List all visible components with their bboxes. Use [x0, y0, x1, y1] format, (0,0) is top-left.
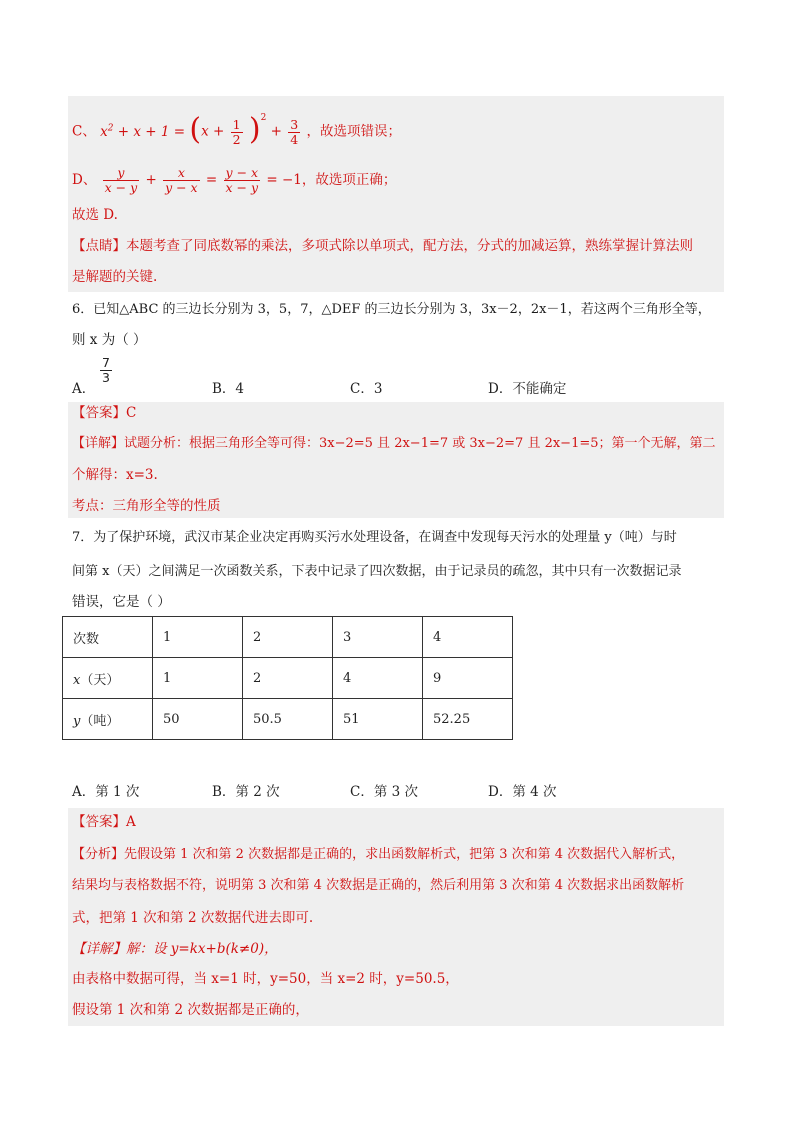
table-cell: x（天）	[63, 658, 153, 699]
q7-option-c[interactable]: C．第 3 次	[350, 784, 419, 800]
q7-option-b[interactable]: B．第 2 次	[212, 784, 280, 800]
q7-analysis-3: 式，把第 1 次和第 2 次数据代进去即可.	[72, 910, 314, 926]
q6-answer: 【答案】C	[72, 405, 137, 421]
q7-stem-2: 间第 x（天）之间满足一次函数关系，下表中记录了四次数据，由于记录员的疏忽，其中只有一次数据记录	[72, 564, 682, 579]
table-row	[63, 658, 513, 699]
table-cell: 1	[153, 658, 243, 699]
table-row	[63, 617, 513, 658]
table-cell: 2	[243, 658, 333, 699]
q7-option-d[interactable]: D．第 4 次	[488, 784, 557, 800]
table-cell: 3	[333, 617, 423, 658]
q6-point: 考点：三角形全等的性质	[72, 498, 221, 514]
q7-analysis-2: 结果均与表格数据不符，说明第 3 次和第 4 次数据是正确的，然后利用第 3 次和第 4 次数据求出函数解析	[72, 878, 685, 893]
q5-comment-1: 【点睛】本题考查了同底数幂的乘法，多项式除以单项式，配方法，分式的加减运算，熟练掌握计算法则	[72, 238, 693, 254]
q5-option-d-line: D、 $\frac{y}{x - y}$ + $\frac{x}{y - x}$ = $\frac{y - x}{x - y}$ = −1，故选项正确；	[72, 165, 397, 195]
table-cell: 50	[153, 699, 243, 740]
q6-option-d[interactable]: D．不能确定	[488, 381, 567, 397]
table-cell: y（吨）	[63, 699, 153, 740]
q5-comment-2: 是解题的关键.	[72, 269, 158, 285]
q7-analysis-1: 【分析】先假设第 1 次和第 2 次数据都是正确的，求出函数解析式，把第 3 次和第 4 次数据代入解析式，	[72, 847, 685, 862]
q7-detail-3: 假设第 1 次和第 2 次数据都是正确的，	[72, 1002, 309, 1018]
table-cell: 52.25	[423, 699, 513, 740]
q6-option-c[interactable]: C．3	[350, 381, 383, 397]
table-cell: 2	[243, 617, 333, 658]
table-cell: 4	[333, 658, 423, 699]
q6-detail-2: 个解得：x=3.	[72, 467, 158, 483]
q5-option-c-line: C、 $x^2 + x + 1 = (x$ + $\frac{1}{2}$ )$^2$ + $\frac{3}{4}$ ，故选项错误；	[72, 112, 401, 147]
q7-detail-2: 由表格中数据可得，当 x=1 时，y=50，当 x=2 时，y=50.5，	[72, 971, 459, 987]
table-cell: 9	[423, 658, 513, 699]
q7-stem-1: 7．为了保护环境，武汉市某企业决定再购买污水处理设备，在调查中发现每天污水的处理量 y（吨）与时	[72, 530, 677, 545]
q7-answer: 【答案】A	[72, 814, 136, 830]
table-row	[63, 699, 513, 740]
q6-detail-1: 【详解】试题分析：根据三角形全等可得：3x−2=5 且 2x−1=7 或 3x−2=7 且 2x−1=5；第一个无解，第二	[72, 436, 716, 451]
q5-select: 故选 D.	[72, 207, 118, 223]
q6-stem-2: 则 x 为（ ）	[72, 332, 147, 348]
table-cell: 次数	[63, 617, 153, 658]
q6-option-b[interactable]: B．4	[212, 381, 245, 397]
q7-detail-1: 【详解】解：设 y=kx+b(k≠0)，	[72, 941, 278, 957]
document-page: C、 $x^2 + x + 1 = (x$ + $\frac{1}{2}$ )$^2$ + $\frac{3}{4}$ ，故选项错误； D、 $\frac{y}{x - y}$ + $\frac{x}{y - x}$ = $\frac{y - x}{x - y}$ = −1，故选项正确； 故选 D. 【点睛】本题考查了同底数幂的乘法，多项式除以单项式，配方法，分式的加减运算，熟练掌握计算法则 是解题的关键. 6．已知△ABC 的三边长分别为 3，5，7，△DEF 的三边长分别为 3，3x－2，2x－1，若这两个三角形全等， 则 x 为（ ） A． $\frac{7}{3}$ B．4 C．3 D．不能确定 【答案】C 【详解】试题分析：根据三角形全等可得：3x−2=5 且 2x−1=7 或 3x−2=7 且 2x−1=5；第一个无解，第二 个解得：x=3. 考点：三角形全等的性质 7．为了保护环境，武汉市某企业决定再购买污水处理设备，在调查中发现每天污水的处理量 y（吨）与时 间第 x（天）之间满足一次函数关系，下表中记录了四次数据，由于记录员的疏忽，其中只有一次数据记录 错误，它是（ ） 次数 1 2 3 4 x（天） 1 2 4 9 y（吨） 50 50.5 51 52.25 A．第 1 次 B．第 2 次 C．第 3 次 D．第 4 次 【答案】A 【分析】先假设第 1 次和第 2 次数据都是正确的，求出函数解析式，把第 3 次和第 4 次数据代入解析式， 结果均与表格数据不符，说明第 3 次和第 4 次数据是正确的，然后利用第 3 次和第 4 次数据求出函数解析 式，把第 1 次和第 2 次数据代进去即可. 【详解】解：设 y=kx+b(k≠0)， 由表格中数据可得，当 x=1 时，y=50，当 x=2 时，y=50.5， 假设第 1 次和第 2 次数据都是正确的，	[0, 0, 794, 1122]
q7-option-a[interactable]: A．第 1 次	[72, 784, 140, 800]
table-cell: 51	[333, 699, 423, 740]
q7-stem-3: 错误，它是（ ）	[72, 594, 171, 610]
q6-stem-1: 6．已知△ABC 的三边长分别为 3，5，7，△DEF 的三边长分别为 3，3x－2，2x－1，若这两个三角形全等，	[72, 302, 711, 317]
table-cell: 1	[153, 617, 243, 658]
table-cell: 4	[423, 617, 513, 658]
table-cell: 50.5	[243, 699, 333, 740]
q7-data-table	[62, 616, 513, 740]
